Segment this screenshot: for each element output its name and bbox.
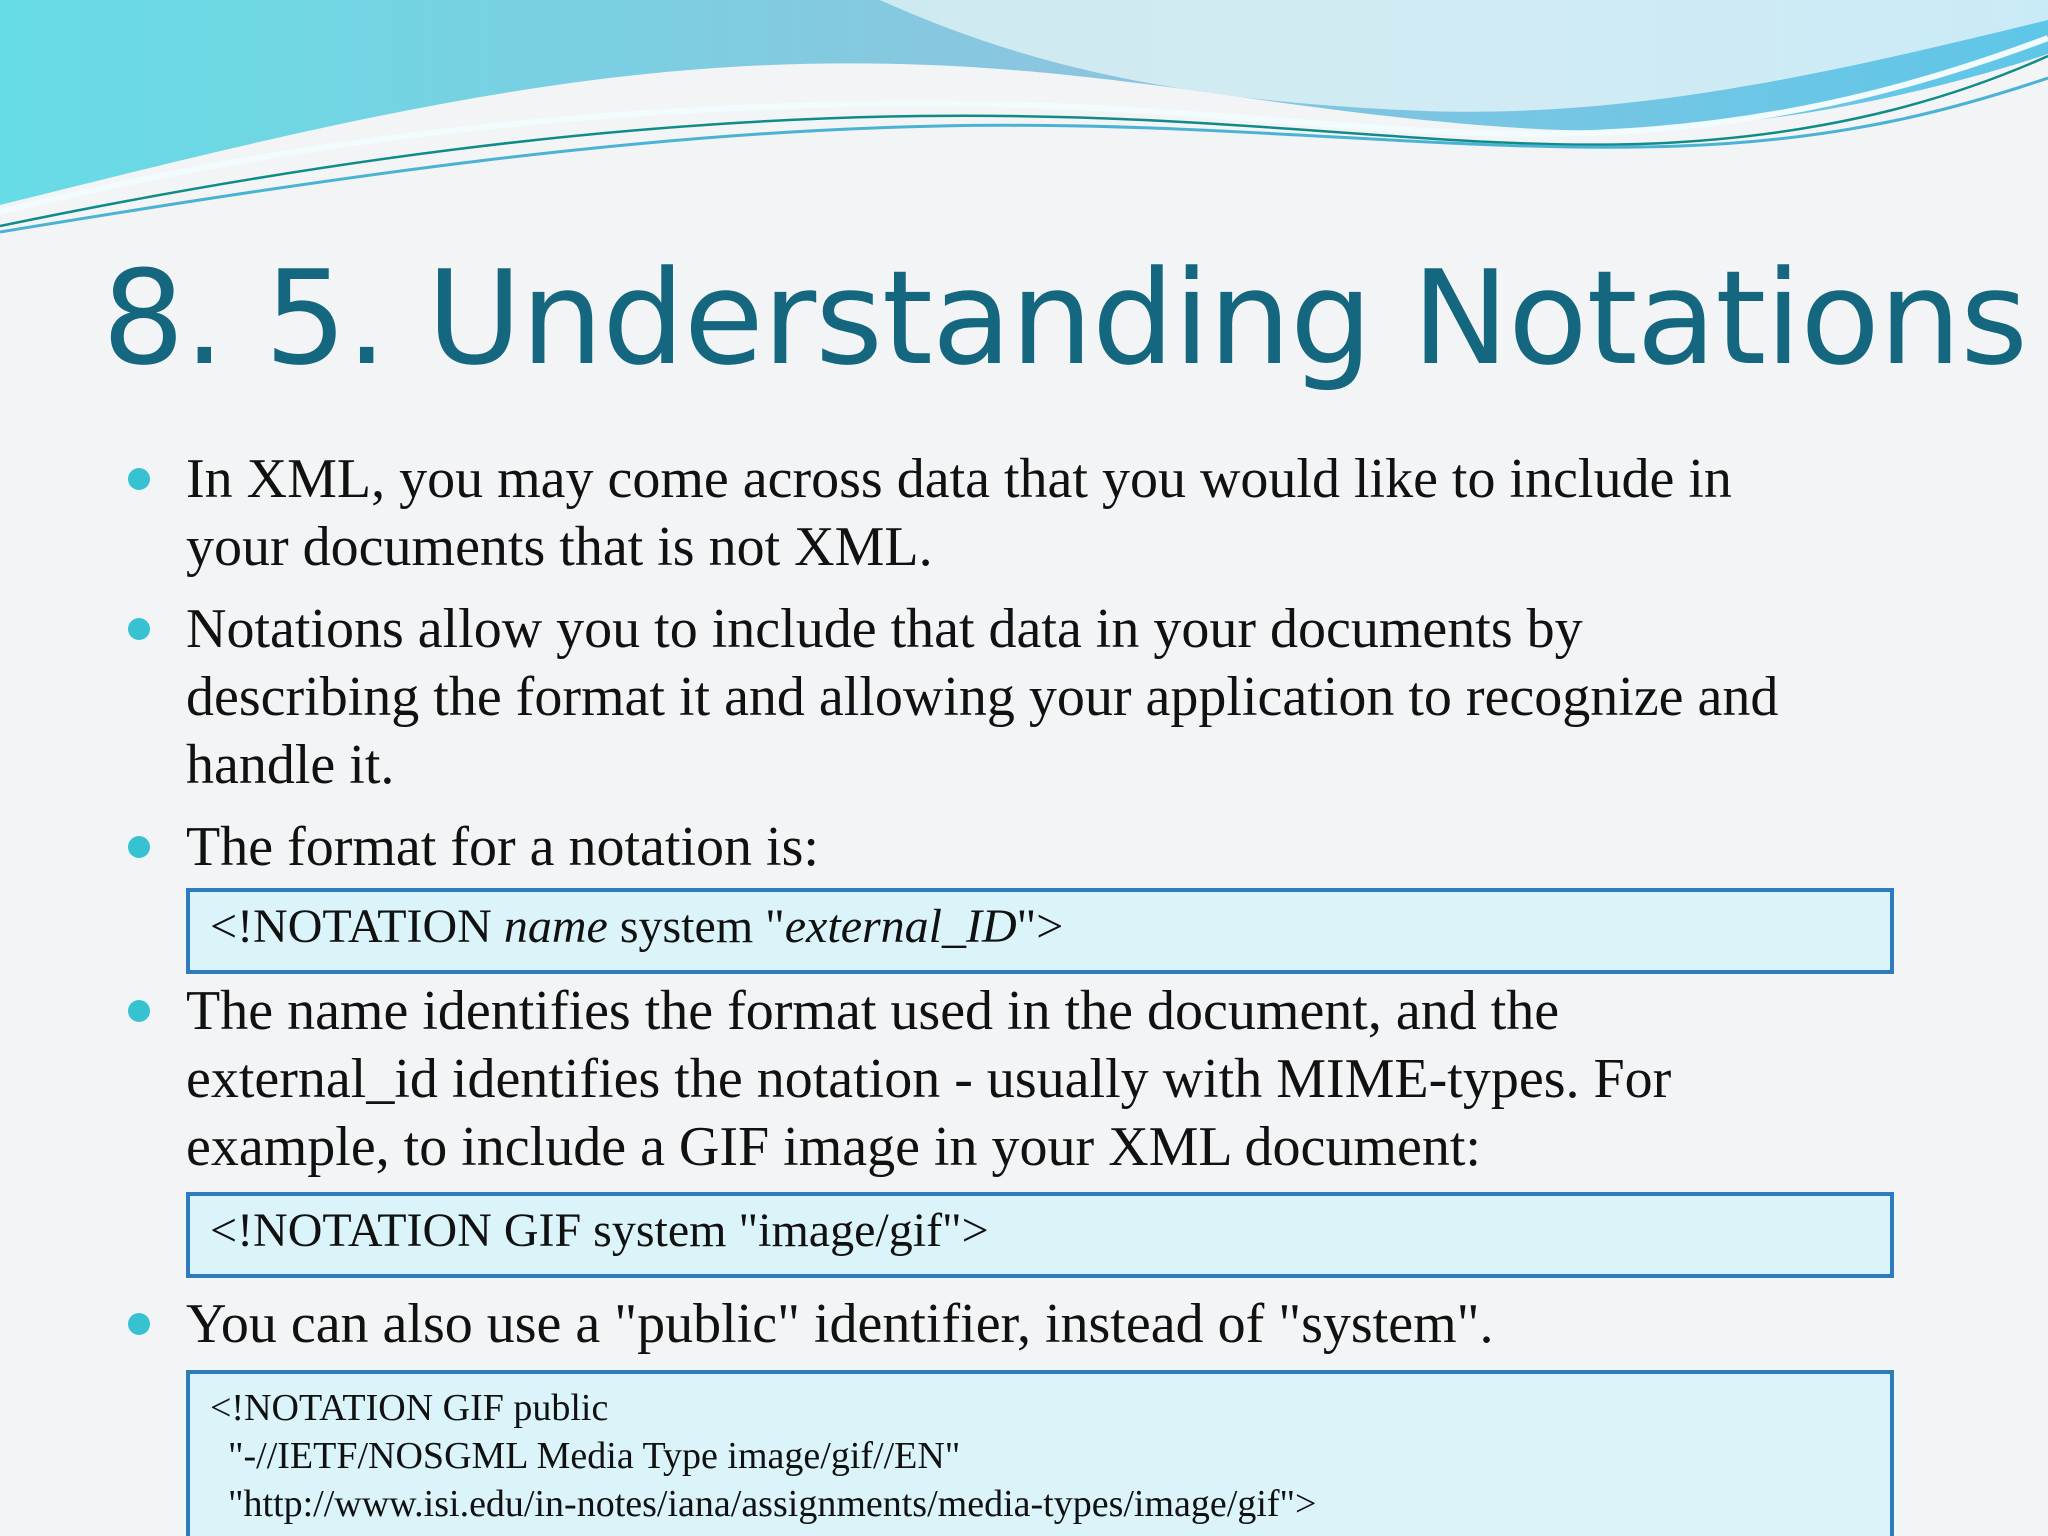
bullet-item-4	[186, 977, 1946, 1181]
code-suffix: ">	[1016, 900, 1064, 953]
bullet-dot-icon	[128, 1000, 150, 1022]
bullet-item-2	[186, 595, 1946, 799]
notation-format-code-box	[186, 888, 1894, 974]
bullet-line: external_id identifies the notation - usually with MIME-types. For	[186, 1048, 1672, 1110]
code-system-text: system "	[607, 900, 785, 953]
bullet-line: You can also use a "public" identifier, instead of "system".	[186, 1293, 1494, 1355]
page-title: 8. 5. Understanding Notations	[102, 242, 2027, 394]
bullet-line: The name identifies the format used in the document, and the	[186, 980, 1560, 1042]
code-prefix: <!NOTATION	[210, 900, 504, 953]
bullet-line: your documents that is not XML.	[186, 516, 933, 578]
bullet-line: describing the format it and allowing your application to recognize and	[186, 666, 1779, 728]
bullet-item-3	[186, 813, 1946, 881]
public-code-line-1: <!NOTATION GIF public	[210, 1387, 609, 1429]
public-code-line-3: "http://www.isi.edu/in-notes/iana/assignments/media-types/image/gif">	[228, 1483, 1317, 1525]
public-code-line-2: "-//IETF/NOSGML Media Type image/gif//EN"	[228, 1435, 961, 1477]
public-notation-code-box	[186, 1370, 1894, 1536]
bullet-dot-icon	[128, 468, 150, 490]
bullet-dot-icon	[128, 1313, 150, 1335]
bullet-item-5	[186, 1290, 1946, 1358]
gif-notation-code: <!NOTATION GIF system "image/gif">	[210, 1204, 989, 1257]
bullet-line: handle it.	[186, 734, 395, 796]
bullet-dot-icon	[128, 836, 150, 858]
bullet-item-1	[186, 445, 1946, 581]
wave-decoration-icon	[0, 0, 2048, 240]
code-name-placeholder: name	[503, 900, 608, 953]
code-external-id-placeholder: external_ID	[784, 900, 1017, 953]
bullet-line: In XML, you may come across data that you would like to include in	[186, 448, 1732, 510]
bullet-line: example, to include a GIF image in your XML document:	[186, 1116, 1481, 1178]
bullet-line: Notations allow you to include that data in your documents by	[186, 598, 1583, 660]
bullet-dot-icon	[128, 618, 150, 640]
bullet-line: The format for a notation is:	[186, 816, 819, 878]
gif-notation-code-box	[186, 1192, 1894, 1278]
